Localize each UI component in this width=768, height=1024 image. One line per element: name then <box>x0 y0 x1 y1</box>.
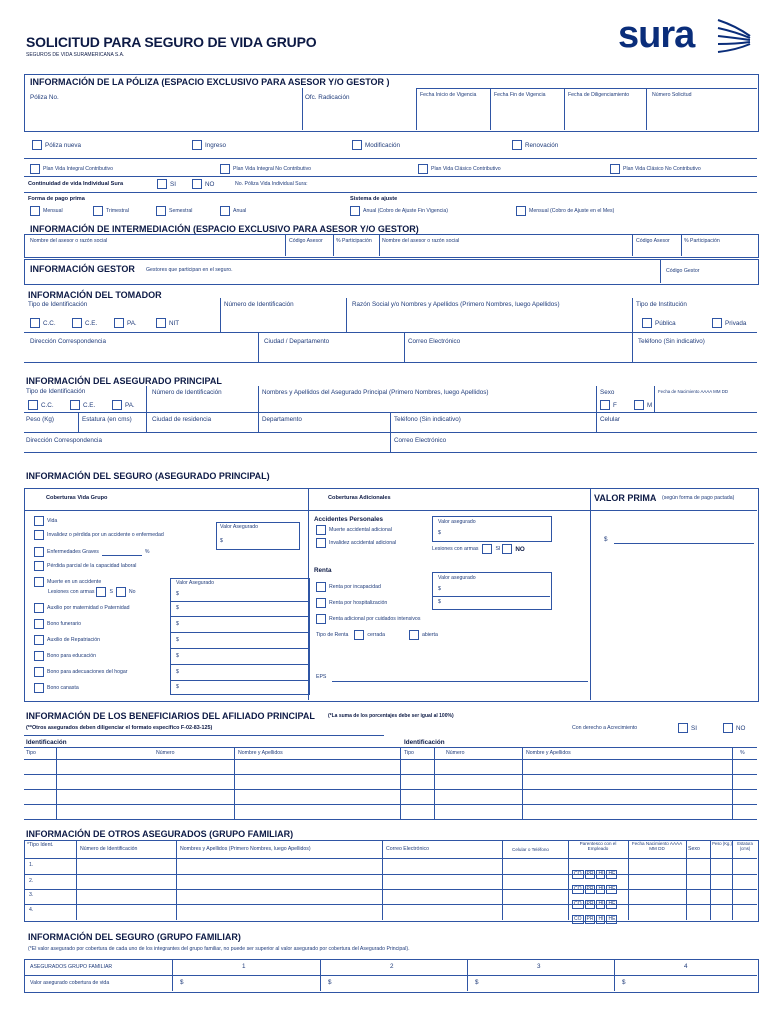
benef-identificacion-1: Identificación <box>26 739 67 746</box>
pago-anual[interactable]: Anual <box>220 206 246 216</box>
interm-part-label: % Participación <box>336 238 372 244</box>
form-title: SOLICITUD PARA SEGURO DE VIDA GRUPO <box>26 34 317 50</box>
asegurado-tipo-id-label: Tipo de Identificación <box>26 388 86 395</box>
logo-text: sura <box>618 14 695 56</box>
valor-dollar-5: $ <box>176 669 179 675</box>
sexo-m[interactable]: M <box>634 400 652 410</box>
benef-nombre-2: Nombre y Apellidos <box>526 750 571 756</box>
interm-codigo2-label: Código Asesor <box>636 238 670 244</box>
numero-solicitud-label: Número Solicitud <box>652 92 692 98</box>
codigo-gestor-label: Código Gestor <box>666 268 700 274</box>
cov-bono-hogar[interactable]: Bono para adecuaciones del hogar <box>34 667 127 677</box>
parentesco-row-2[interactable]: CO PR HI HE <box>574 886 616 892</box>
asegurado-correo-label: Correo Electrónico <box>394 437 447 444</box>
otros-h-tipo: *Tipo Ident. <box>27 842 54 848</box>
no-poliza-individual-label: No. Póliza Vida Individual Sura: <box>235 181 308 187</box>
valor-prima-field[interactable] <box>614 543 754 544</box>
cov-auxilio-maternidad[interactable]: Auxilio por maternidad o Paternidad <box>34 603 129 613</box>
eps-field[interactable] <box>332 681 588 682</box>
tomador-ce[interactable]: C.E. <box>72 318 97 328</box>
otros-row-4: 4. <box>29 907 34 913</box>
fecha-dilig-label: Fecha de Diligenciamiento <box>568 92 630 98</box>
seguro-familiar-title: INFORMACIÓN DEL SEGURO (GRUPO FAMILIAR) <box>28 932 241 942</box>
asegurado-cc[interactable]: C.C. <box>28 400 54 410</box>
ajuste-anual[interactable]: Anual (Cobro de Ajuste Fin Vigencia) <box>350 206 448 216</box>
continuidad-no[interactable]: NO <box>192 179 214 189</box>
celular-label: Celular <box>600 416 620 423</box>
benef-pct: % <box>740 750 745 756</box>
acc-valor-dollar: $ <box>438 530 441 536</box>
renta-valor-dollar: $ <box>438 586 441 592</box>
otros-row-1: 1. <box>29 862 34 868</box>
cov-bono-educacion[interactable]: Bono para educación <box>34 651 96 661</box>
renta-valor-label: Valor asegurado <box>438 575 476 581</box>
accidentes-title: Accidentes Personales <box>314 516 383 523</box>
opt-renovacion[interactable]: Renovación <box>512 140 558 150</box>
otros-h-parentesco: Parentesco con el Empleado <box>579 841 617 851</box>
beneficiarios-note2: (**Otros asegurados deben diligenciar el formato específico F-02-83-125) <box>26 725 213 731</box>
col-vida-grupo: Coberturas Vida Grupo <box>46 495 108 501</box>
opt-plan-integral-contributivo[interactable]: Plan Vida Integral Contributivo <box>30 164 113 174</box>
fecha-nac-label: Fecha de Nacimiento AAAA MM DD <box>658 389 729 394</box>
otros-h-nombres: Nombres y Apellidos (Primero Nombres, luego Apellidos) <box>180 846 311 852</box>
fam-dollar-3[interactable]: $ <box>475 979 479 986</box>
peso-label: Peso (Kg) <box>26 416 54 423</box>
muerte-valor-label: Valor Asegurado <box>176 580 214 586</box>
beneficiarios-note: (*La suma de los porcentajes debe ser igual al 100%) <box>328 713 454 719</box>
tomador-ciudad-label: Ciudad / Departamento <box>264 338 330 345</box>
col-adicionales: Coberturas Adicionales <box>328 495 391 501</box>
beneficiarios-table <box>24 747 757 819</box>
cov-vida[interactable]: Vida <box>34 516 57 526</box>
gestor-note: Gestores que participan en el seguro. <box>146 267 233 273</box>
benef-identificacion-2: Identificación <box>404 739 445 746</box>
tomador-numero-label: Número de Identificación <box>224 301 294 308</box>
interm-nombre2-label: Nombre del asesor o razón social <box>382 238 460 244</box>
tomador-tipo-id-label: Tipo de Identificación <box>28 301 88 308</box>
vida-valor-dollar: $ <box>220 538 223 544</box>
sura-logo <box>618 14 754 62</box>
fam-col-4: 4 <box>684 963 688 970</box>
asegurado-numero-label: Número de Identificación <box>152 389 222 396</box>
valor-dollar-3: $ <box>176 637 179 643</box>
benef-nombre-1: Nombre y Apellidos <box>238 750 283 756</box>
fam-col-1: 1 <box>242 963 246 970</box>
sistema-ajuste-label: Sistema de ajuste <box>350 196 398 202</box>
asegurado-telefono-label: Teléfono (Sin indicativo) <box>394 416 461 423</box>
fam-dollar-4[interactable]: $ <box>622 979 626 986</box>
renta-valor-dollar-2: $ <box>438 599 441 605</box>
cov-muerte-accidental[interactable]: Muerte accidental adicional <box>316 525 392 535</box>
otros-h-celular: Celular o Teléfono <box>512 847 549 852</box>
parentesco-row-3[interactable]: CO PR HI HE <box>574 901 616 907</box>
otros-title: INFORMACIÓN DE OTROS ASEGURADOS (GRUPO FAMILIAR) <box>26 829 294 839</box>
otros-h-peso: Peso (Kg.) <box>712 841 732 846</box>
asegurado-nombres-label: Nombres y Apellidos del Asegurado Principal (Primero Nombres, luego Apellidos) <box>262 389 489 396</box>
otros-table <box>24 840 757 920</box>
cov-perdida-parcial[interactable]: Pérdida parcial de la capacidad laboral <box>34 561 136 571</box>
otros-h-numero: Número de Identificación <box>80 846 138 852</box>
otros-h-sexo: Sexo <box>688 846 700 852</box>
fecha-inicio-label: Fecha Inicio de Vigencia <box>420 92 477 98</box>
cov-invalidez[interactable]: Invalidez o pérdida por un accidente o enfermedad <box>34 530 164 540</box>
benef-tipo-1: Tipo <box>26 750 36 756</box>
benef-numero-1: Número <box>156 750 175 756</box>
forma-pago-label: Forma de pago prima <box>28 196 85 202</box>
tomador-pa[interactable]: PA. <box>114 318 137 328</box>
acrecimiento-si[interactable]: SI <box>678 723 697 733</box>
benef-numero-2: Número <box>446 750 465 756</box>
sura-swoosh-icon <box>716 16 754 58</box>
valor-prima-dollar: $ <box>604 536 608 543</box>
valor-dollar-1: $ <box>176 605 179 611</box>
valor-prima-note: (según forma de pago pactada) <box>662 495 735 501</box>
acrecimiento-no[interactable]: NO <box>723 723 745 733</box>
asegurado-title: INFORMACIÓN DEL ASEGURADO PRINCIPAL <box>26 376 222 386</box>
parentesco-row-4[interactable]: CO PR HI HE <box>574 916 616 922</box>
valor-vida-label: Valor asegurado cobertura de vida <box>30 980 110 986</box>
interm-nombre-label: Nombre del asesor o razón social <box>30 238 108 244</box>
parentesco-row-1[interactable]: CO PR HI HE <box>574 871 616 877</box>
tomador-title: INFORMACIÓN DEL TOMADOR <box>28 290 162 300</box>
asegurado-direccion-label: Dirección Correspondencia <box>26 437 102 444</box>
continuidad-si[interactable]: SI <box>157 179 176 189</box>
estatura-label: Estatura (en cms) <box>82 416 132 423</box>
col-valor-prima: VALOR PRIMA <box>594 493 657 503</box>
fecha-fin-label: Fecha Fin de Vigencia <box>494 92 546 98</box>
valor-cells <box>170 600 308 694</box>
poliza-no-label: Póliza No. <box>30 94 59 101</box>
ofc-radicacion-label: Ofc. Radicación <box>305 94 350 101</box>
muerte-valor-dollar: $ <box>176 591 179 597</box>
company-name: SEGUROS DE VIDA SURAMERICANA S.A. <box>26 52 125 58</box>
asegurado-ce[interactable]: C.E. <box>70 400 95 410</box>
seguro-familiar-note: (*El valor asegurado por cobertura de cada uno de los integrantes del grupo familiar, no puede ser superior al valor asegurado por cobertura del Asegurado Principal). <box>28 946 410 952</box>
valor-dollar-2: $ <box>176 621 179 627</box>
cov-renta-incapacidad[interactable]: Renta por incapacidad <box>316 582 381 592</box>
valor-dollar-6: $ <box>176 684 179 690</box>
otros-row-3: 3. <box>29 892 34 898</box>
cov-muerte-accidente[interactable]: Muerte en un accidente <box>34 577 101 587</box>
gestor-title: INFORMACIÓN GESTOR <box>30 264 135 274</box>
tomador-razon-label: Razón Social y/o Nombres y Apellidos (Primero Nombres, luego Apellidos) <box>352 301 560 308</box>
opt-plan-clasico-contributivo[interactable]: Plan Vida Clásico Contributivo <box>418 164 501 174</box>
poliza-title: INFORMACIÓN DE LA PÓLIZA (ESPACIO EXCLUSIVO PARA ASESOR Y/O GESTOR ) <box>30 77 390 87</box>
renta-title: Renta <box>314 567 332 574</box>
otros-h-correo: Correo Electrónico <box>386 846 429 852</box>
valor-dollar-4: $ <box>176 653 179 659</box>
inst-privada[interactable]: Privada <box>712 318 746 328</box>
cov-auxilio-repatriacion[interactable]: Auxilio de Repatriación <box>34 635 100 645</box>
pago-trimestral[interactable]: Trimestral <box>93 206 129 216</box>
interm-codigo-label: Código Asesor <box>289 238 323 244</box>
cov-enfermedades-graves[interactable]: Enfermedades Graves % <box>34 547 150 557</box>
tomador-nit[interactable]: NIT <box>156 318 179 328</box>
cov-bono-canasta[interactable]: Bono canasta <box>34 683 79 693</box>
cov-renta-cuidados[interactable]: Renta adicional por cuidados intensivos <box>316 614 420 624</box>
opt-modificacion[interactable]: Modificación <box>352 140 400 150</box>
opt-poliza-nueva[interactable]: Póliza nueva <box>32 140 81 150</box>
seguro-familiar-table <box>24 959 757 991</box>
fam-dollar-2[interactable]: $ <box>328 979 332 986</box>
lesiones-armas-vida[interactable]: Lesiones con armas S No <box>48 589 136 595</box>
cov-renta-hospitalizacion[interactable]: Renta por hospitalización <box>316 598 387 608</box>
opt-plan-integral-no-contributivo[interactable]: Plan Vida Integral No Contributivo <box>220 164 311 174</box>
otros-row-2: 2. <box>29 878 34 884</box>
beneficiarios-title: INFORMACIÓN DE LOS BENEFICIARIOS DEL AFILIADO PRINCIPAL <box>26 711 315 721</box>
tomador-telefono-label: Teléfono (Sin indicativo) <box>638 338 705 345</box>
inst-publica[interactable]: Pública <box>642 318 676 328</box>
asegurado-sexo-label: Sexo <box>600 389 615 396</box>
fam-dollar-1[interactable]: $ <box>180 979 184 986</box>
interm-part2-label: % Participación <box>684 238 720 244</box>
fam-col-2: 2 <box>390 963 394 970</box>
benef-tipo-2: Tipo <box>404 750 414 756</box>
ajuste-mensual[interactable]: Mensual (Cobro de Ajuste en el Mes) <box>516 206 614 216</box>
eps-label: EPS <box>316 674 327 680</box>
pago-mensual[interactable]: Mensual <box>30 206 63 216</box>
sexo-f[interactable]: F <box>600 400 617 410</box>
tipo-renta[interactable]: Tipo de Renta cerrada abierta <box>316 632 438 638</box>
opt-ingreso[interactable]: Ingreso <box>192 140 226 150</box>
asegurados-grupo-label: ASEGURADOS GRUPO FAMILIAR <box>30 964 113 970</box>
intermediacion-title: INFORMACIÓN DE INTERMEDIACIÓN (ESPACIO EXCLUSIVO PARA ASESOR Y/O GESTOR) <box>30 224 419 234</box>
otros-h-estatura: Estatura (cms) <box>737 841 753 851</box>
vida-valor-asegurado-label: Valor Asegurado <box>220 524 258 530</box>
tomador-correo-label: Correo Electrónico <box>408 338 461 345</box>
opt-plan-clasico-no-contributivo[interactable]: Plan Vida Clásico No Contributivo <box>610 164 701 174</box>
ciudad-residencia-label: Ciudad de residencia <box>152 416 212 423</box>
cov-bono-funerario[interactable]: Bono funerario <box>34 619 81 629</box>
tomador-cc[interactable]: C.C. <box>30 318 56 328</box>
departamento-label: Departamento <box>262 416 302 423</box>
pago-semestral[interactable]: Semestral <box>156 206 192 216</box>
continuidad-label: Continuidad de vida Individual Sura <box>28 181 124 187</box>
otros-h-fecha: Fecha Nacimiento AAAA MM DD <box>631 841 683 851</box>
lesiones-armas-acc[interactable]: Lesiones con armas SI NO <box>432 545 525 553</box>
seguro-title: INFORMACIÓN DEL SEGURO (ASEGURADO PRINCIPAL) <box>26 471 270 481</box>
acc-valor-label: Valor asegurado <box>438 519 476 525</box>
tomador-direccion-label: Dirección Correspondencia <box>30 338 106 345</box>
tomador-tipo-inst-label: Tipo de Institución <box>636 301 687 308</box>
acrecimiento-label: Con derecho a Acrecimiento <box>572 725 638 731</box>
asegurado-pa[interactable]: PA. <box>112 400 135 410</box>
cov-invalidez-accidental[interactable]: Invalidez accidental adicional <box>316 538 396 548</box>
fam-col-3: 3 <box>537 963 541 970</box>
